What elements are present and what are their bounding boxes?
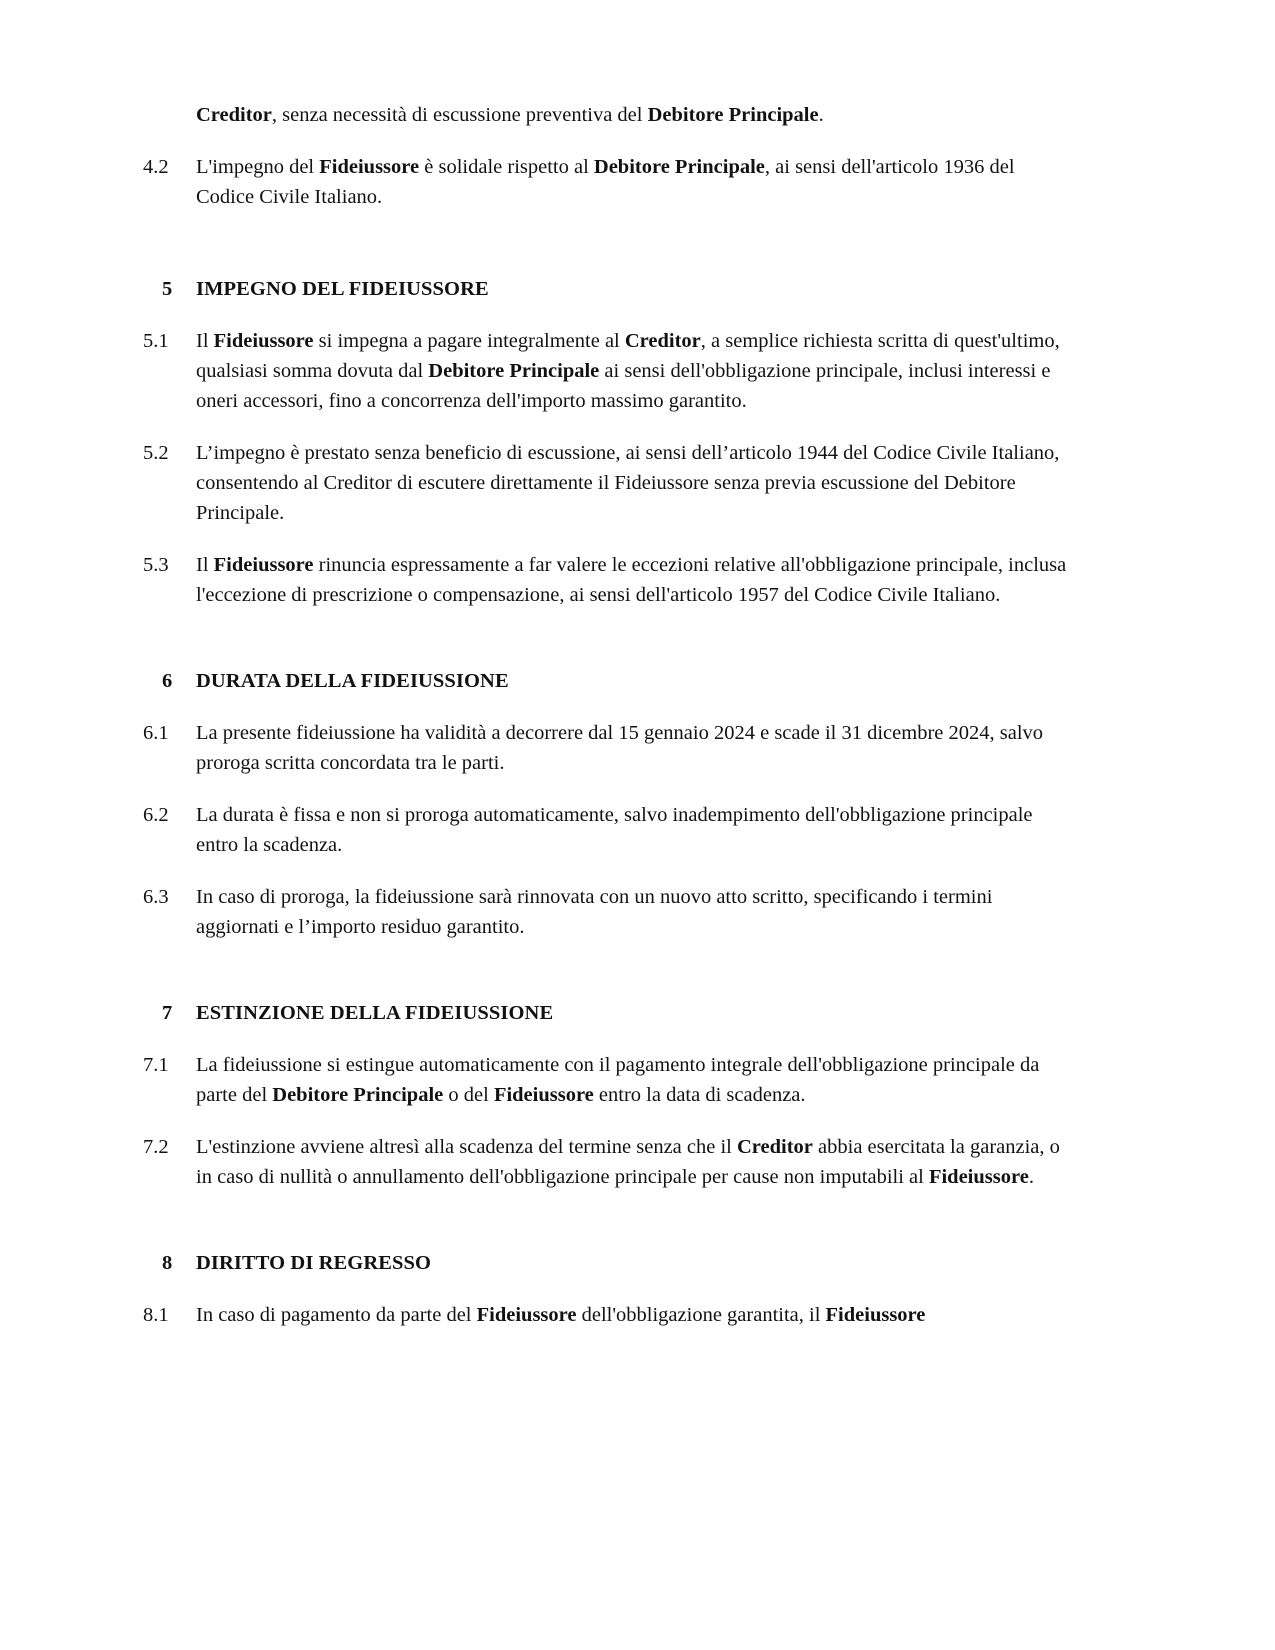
- section-heading: [143, 274, 1075, 304]
- clause-number: 8.1: [143, 1304, 169, 1326]
- clause-number: 5.3: [143, 554, 169, 576]
- text-run: La presente fideiussione ha validità a decorrere dal 15 gennaio 2024 e scade il 31 dicembre 2024, salvo proroga scritta concordata tra le parti.: [196, 722, 1044, 774]
- clause-text: [196, 718, 1075, 778]
- section-number: 6: [162, 670, 173, 692]
- clause-item: [143, 800, 1075, 860]
- emphasis-term: Creditor: [737, 1136, 813, 1158]
- text-run: In caso di proroga, la fideiussione sarà rinnovata con un nuovo atto scritto, specificando i termini aggiornati e l’importo residuo garantito.: [196, 886, 993, 938]
- text-run: abbia esercitata la garanzia, o in caso di nullità o annullamento dell'obbligazione principale per cause non imputabili al: [196, 1136, 1060, 1188]
- clause-text: [196, 326, 1075, 416]
- text-run: L’impegno è prestato senza beneficio di escussione, ai sensi dell’articolo 1944 del Codice Civile Italiano, consentendo al Creditor di escutere direttamente il Fideiussore senza previa escussione del Debitore Principale.: [196, 442, 1060, 524]
- clause-item: [143, 882, 1075, 942]
- clause-number: 6.3: [143, 886, 169, 908]
- section-title: IMPEGNO DEL FIDEIUSSORE: [196, 278, 489, 300]
- clause-number: 6.1: [143, 722, 169, 744]
- text-run: Il: [196, 554, 214, 576]
- text-run: , ai sensi dell'articolo 1936 del Codice Civile Italiano.: [196, 156, 1015, 208]
- clause-number: 5.1: [143, 330, 169, 352]
- clause-number: 4.2: [143, 156, 169, 178]
- clause-number: 6.2: [143, 804, 169, 826]
- clause-item: [143, 1300, 1075, 1330]
- section-heading: [143, 666, 1075, 696]
- text-run: .: [1028, 1166, 1034, 1188]
- emphasis-term: Fideiussore: [213, 554, 314, 576]
- section-title: DIRITTO DI REGRESSO: [196, 1252, 432, 1274]
- text-run: La durata è fissa e non si proroga automaticamente, salvo inadempimento dell'obbligazione principale entro la scadenza.: [196, 804, 1033, 856]
- clause-number: 7.1: [143, 1054, 169, 1076]
- text-run: è solidale rispetto al: [419, 156, 594, 178]
- emphasis-term: Fideiussore: [319, 156, 420, 178]
- text-run: .: [818, 104, 824, 126]
- clause-text: [196, 1132, 1075, 1192]
- clause-item: [143, 550, 1075, 610]
- emphasis-term: Debitore Principale: [272, 1084, 444, 1106]
- text-run: rinuncia espressamente a far valere le eccezioni relative all'obbligazione principale, inclusa l'eccezione di prescrizione o compensazione, ai sensi dell'articolo 1957 del Codice Civile Italiano.: [196, 554, 1067, 606]
- section-title: ESTINZIONE DELLA FIDEIUSSIONE: [196, 1002, 554, 1024]
- text-run: La fideiussione si estingue automaticamente con il pagamento integrale dell'obbligazione principale da parte del: [196, 1054, 1040, 1106]
- text-run: , a semplice richiesta scritta di quest'ultimo, qualsiasi somma dovuta dal: [196, 330, 1060, 382]
- emphasis-term: Fideiussore: [213, 330, 314, 352]
- clause-number: 7.2: [143, 1136, 169, 1158]
- emphasis-term: Fideiussore: [825, 1304, 926, 1326]
- clause-number: 5.2: [143, 442, 169, 464]
- section-title: DURATA DELLA FIDEIUSSIONE: [196, 670, 509, 692]
- clause-item: [143, 152, 1075, 212]
- text-run: L'impegno del: [196, 156, 320, 178]
- clause-text: [196, 550, 1075, 610]
- emphasis-term: Debitore Principale: [428, 360, 600, 382]
- continuation-paragraph: [196, 100, 1075, 130]
- text-run: ai sensi dell'obbligazione principale, inclusi interessi e oneri accessori, fino a concorrenza dell'importo massimo garantito.: [196, 360, 1051, 412]
- clause-text: [196, 152, 1075, 212]
- emphasis-term: Creditor: [196, 104, 272, 126]
- clause-blocks: [143, 152, 1075, 1330]
- clause-item: [143, 718, 1075, 778]
- clause-text: [196, 800, 1075, 860]
- text-run: o del: [443, 1084, 494, 1106]
- clause-text: [196, 438, 1075, 528]
- text-run: Il: [196, 330, 214, 352]
- clause-text: [196, 1050, 1075, 1110]
- emphasis-term: Fideiussore: [493, 1084, 594, 1106]
- clause-text: [196, 882, 1075, 942]
- section-heading: [143, 998, 1075, 1028]
- emphasis-term: Debitore Principale: [593, 156, 765, 178]
- text-run: entro la data di scadenza.: [593, 1084, 806, 1106]
- text-run: si impegna a pagare integralmente al: [313, 330, 625, 352]
- text-run: In caso di pagamento da parte del: [196, 1304, 477, 1326]
- document-body: [143, 100, 1075, 1330]
- clause-text: [196, 1300, 1075, 1330]
- section-number: 7: [162, 1002, 173, 1024]
- clause-item: [143, 1132, 1075, 1192]
- section-number: 8: [162, 1252, 173, 1274]
- section-heading: [143, 1248, 1075, 1278]
- clause-item: [143, 438, 1075, 528]
- emphasis-term: Creditor: [624, 330, 701, 352]
- clause-item: [143, 326, 1075, 416]
- text-run: L'estinzione avviene altresì alla scadenza del termine senza che il: [196, 1136, 737, 1158]
- emphasis-term: Fideiussore: [928, 1166, 1029, 1188]
- section-number: 5: [162, 278, 173, 300]
- clause-item: [143, 1050, 1075, 1110]
- emphasis-term: Fideiussore: [476, 1304, 577, 1326]
- text-run: dell'obbligazione garantita, il: [576, 1304, 826, 1326]
- emphasis-term: Debitore Principale: [647, 104, 819, 126]
- text-run: , senza necessità di escussione preventiva del: [271, 104, 648, 126]
